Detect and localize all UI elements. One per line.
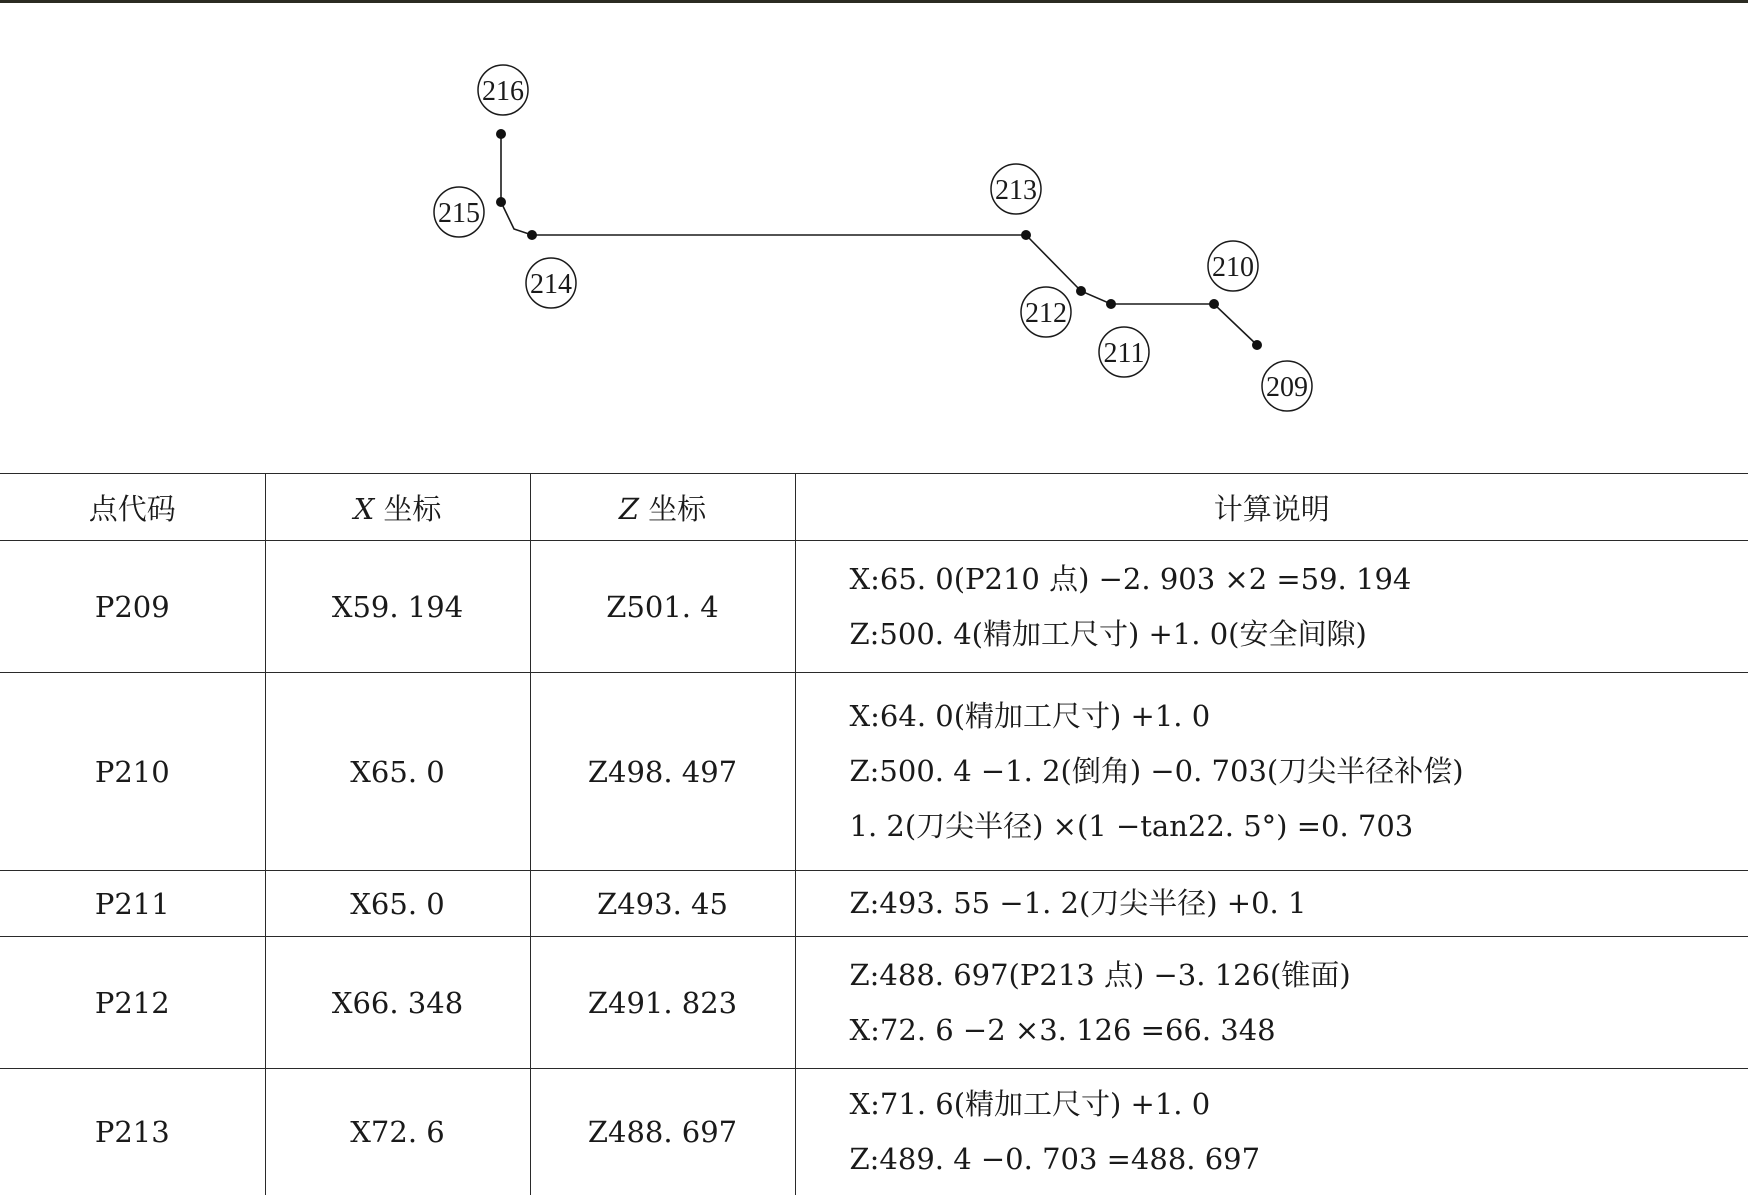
header-calculation: 计算说明 <box>795 474 1748 541</box>
svg-text:214: 214 <box>530 269 572 300</box>
z-value-cell: Z493. 45 <box>530 871 795 937</box>
svg-text:215: 215 <box>438 198 480 229</box>
point-label-212 <box>1021 287 1071 337</box>
calc-line: 1. 2(刀尖半径) ×(1 −tan22. 5°) =0. 703 <box>849 809 1414 843</box>
point-label-216 <box>478 65 528 115</box>
point-label-213 <box>991 164 1041 214</box>
point-code-cell: P213 <box>0 1069 265 1195</box>
z-axis-symbol: Z <box>618 491 639 526</box>
node-213 <box>1021 230 1031 240</box>
calc-line: X:71. 6(精加工尺寸) +1. 0 <box>849 1086 1211 1121</box>
table-row <box>0 1069 1748 1195</box>
svg-text:211: 211 <box>1103 338 1145 369</box>
toolpath-polyline <box>501 134 1257 345</box>
table-row <box>0 673 1748 871</box>
z-value-cell: Z501. 4 <box>530 541 795 673</box>
table-header-row <box>0 474 1748 541</box>
calculation-cell <box>795 673 1748 871</box>
node-212 <box>1076 286 1086 296</box>
calc-line: X:65. 0(P210 点) −2. 903 ×2 =59. 194 <box>849 561 1412 596</box>
calc-line: Z:489. 4 −0. 703 =488. 697 <box>849 1141 1261 1176</box>
x-value-cell: X66. 348 <box>265 937 530 1069</box>
coordinate-table <box>0 473 1748 1195</box>
point-labels <box>434 65 1312 411</box>
point-label-215 <box>434 187 484 237</box>
calc-line: X:72. 6 −2 ×3. 126 =66. 348 <box>849 1012 1276 1047</box>
x-value-cell: X65. 0 <box>265 673 530 871</box>
node-216 <box>496 129 506 139</box>
node-214 <box>527 230 537 240</box>
node-215 <box>496 197 506 207</box>
svg-text:210: 210 <box>1212 252 1254 283</box>
z-value-cell: Z488. 697 <box>530 1069 795 1195</box>
z-header-suffix: 坐标 <box>638 491 707 526</box>
x-axis-symbol: X <box>353 491 375 526</box>
toolpath-lines <box>501 134 1257 345</box>
svg-text:216: 216 <box>482 76 524 107</box>
table-row <box>0 541 1748 673</box>
x-value-cell: X59. 194 <box>265 541 530 673</box>
x-value-cell: X65. 0 <box>265 871 530 937</box>
z-value-cell: Z498. 497 <box>530 673 795 871</box>
node-211 <box>1106 299 1116 309</box>
calculation-cell <box>795 937 1748 1069</box>
node-209 <box>1252 340 1262 350</box>
toolpath-nodes <box>496 129 1262 350</box>
point-code-cell: P210 <box>0 673 265 871</box>
calculation-cell <box>795 541 1748 673</box>
calc-line: Z:500. 4 −1. 2(倒角) −0. 703(刀尖半径补偿) <box>849 754 1464 788</box>
x-value-cell: X72. 6 <box>265 1069 530 1195</box>
toolpath-diagram <box>0 0 1748 470</box>
point-label-211 <box>1099 327 1149 377</box>
svg-text:209: 209 <box>1266 372 1308 403</box>
calc-line: X:64. 0(精加工尺寸) +1. 0 <box>849 699 1211 733</box>
calculation-cell <box>795 1069 1748 1195</box>
table-row <box>0 871 1748 937</box>
header-x-coordinate <box>265 474 530 541</box>
point-code-cell: P209 <box>0 541 265 673</box>
z-value-cell: Z491. 823 <box>530 937 795 1069</box>
point-label-214 <box>526 258 576 308</box>
header-point-code: 点代码 <box>0 474 265 541</box>
point-code-cell: P212 <box>0 937 265 1069</box>
point-label-210 <box>1208 241 1258 291</box>
svg-text:212: 212 <box>1025 298 1067 329</box>
point-code-cell: P211 <box>0 871 265 937</box>
header-z-coordinate <box>530 474 795 541</box>
node-210 <box>1209 299 1219 309</box>
calc-line: Z:488. 697(P213 点) −3. 126(锥面) <box>849 957 1351 992</box>
calculation-cell <box>795 871 1748 937</box>
calc-line: Z:500. 4(精加工尺寸) +1. 0(安全间隙) <box>849 616 1367 651</box>
table-row <box>0 937 1748 1069</box>
svg-text:213: 213 <box>995 175 1037 206</box>
calc-line: Z:493. 55 −1. 2(刀尖半径) +0. 1 <box>849 886 1307 920</box>
point-label-209 <box>1262 361 1312 411</box>
x-header-suffix: 坐标 <box>374 491 442 526</box>
